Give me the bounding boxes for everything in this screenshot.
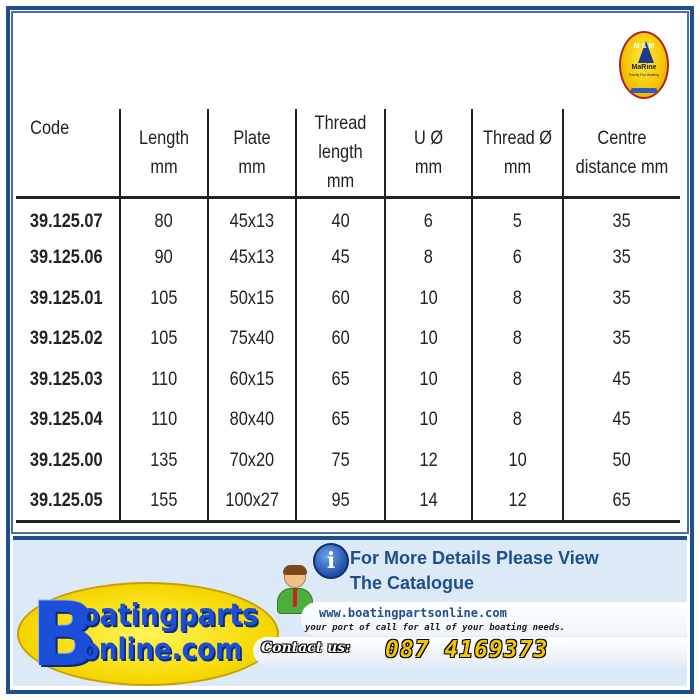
info-icon[interactable]: i [313, 543, 349, 579]
cell-u-diameter: 10 [385, 360, 472, 401]
contact-label: Contact us: [261, 640, 351, 656]
table-row [16, 481, 680, 522]
cell-length: 135 [120, 441, 208, 482]
logo-top-text: M & M [633, 43, 655, 50]
catalogue-headline[interactable] [350, 546, 670, 596]
table-row [16, 279, 680, 320]
cell-length: 90 [120, 238, 208, 279]
cell-thread-diameter: 5 [472, 198, 563, 239]
table-row [16, 238, 680, 279]
column-header-line: distance mm [575, 156, 669, 178]
table-row [16, 198, 680, 239]
brand-logo-line-1: oatingparts [81, 598, 259, 633]
cell-thread-length: 75 [296, 441, 385, 482]
cell-thread-diameter: 8 [472, 360, 563, 401]
headline-line-1: For More Details Please View [350, 548, 599, 568]
column-header-line: Code [30, 118, 70, 139]
mm-marine-logo [619, 31, 669, 99]
cell-centre-distance: 45 [563, 400, 680, 441]
cell-plate: 45x13 [208, 238, 296, 279]
cell-code: 39.125.03 [29, 368, 103, 390]
column-header-plate [214, 109, 290, 198]
table-row [16, 441, 680, 482]
cell-centre-distance: 35 [563, 198, 680, 239]
column-header-centre-distance [571, 109, 672, 198]
column-header-line: Centre [597, 127, 647, 149]
cell-thread-length: 60 [296, 319, 385, 360]
cell-thread-length: 95 [296, 481, 385, 522]
cell-centre-distance: 45 [563, 360, 680, 401]
cell-code: 39.125.05 [16, 481, 120, 522]
cell-centre-distance: 50 [563, 441, 680, 482]
cell-length: 110 [120, 360, 208, 401]
cell-length: 105 [120, 319, 208, 360]
table-row [16, 360, 680, 401]
brand-logo-letter: B [31, 583, 99, 686]
cell-code: 39.125.02 [29, 328, 103, 350]
column-header-line: Length [139, 127, 189, 149]
cell-u-diameter: 10 [385, 400, 472, 441]
cell-plate: 75x40 [208, 319, 296, 360]
cell-u-diameter: 14 [385, 481, 472, 522]
column-header-line: Thread Ø [482, 127, 553, 149]
cell-thread-diameter: 8 [472, 400, 563, 441]
column-header-line: mm [503, 156, 532, 178]
column-header-u-diameter [391, 109, 466, 198]
cell-plate: 100x27 [208, 481, 296, 522]
cell-centre-distance: 35 [563, 279, 680, 320]
column-header-length [126, 109, 202, 198]
cell-plate: 45x13 [208, 198, 296, 239]
website-link[interactable]: www.boatingpartsonline.com [319, 606, 507, 620]
cell-plate: 80x40 [208, 400, 296, 441]
column-header-line: mm [414, 156, 443, 178]
cell-length: 155 [120, 481, 208, 522]
table-row [16, 400, 680, 441]
cell-thread-diameter: 6 [472, 238, 563, 279]
cell-thread-length: 40 [296, 198, 385, 239]
cell-thread-length: 60 [296, 279, 385, 320]
cell-plate: 70x20 [208, 441, 296, 482]
cell-code: 39.125.00 [29, 449, 103, 471]
table-header-row [16, 109, 680, 198]
cell-thread-diameter: 12 [472, 481, 563, 522]
column-header-line: mm [150, 156, 178, 178]
cell-length: 80 [120, 198, 208, 239]
table-body [16, 198, 680, 522]
cell-u-diameter: 8 [385, 238, 472, 279]
column-header-thread-diameter [478, 109, 556, 198]
logo-brand-text: MaRine [631, 64, 657, 71]
footer-banner [13, 536, 687, 686]
cell-code: 39.125.07 [29, 210, 103, 232]
cell-length: 105 [120, 279, 208, 320]
phone-number[interactable]: 087 4169373 [385, 637, 549, 663]
column-header-code [23, 109, 112, 198]
cell-u-diameter: 10 [385, 319, 472, 360]
column-header-line: U Ø [413, 127, 444, 149]
table-row [16, 319, 680, 360]
cell-thread-length: 65 [296, 360, 385, 401]
cell-plate: 60x15 [208, 360, 296, 401]
column-header-line: length mm [318, 142, 363, 192]
column-header-thread-length [302, 109, 379, 198]
cell-centre-distance: 65 [563, 481, 680, 522]
logo-band [631, 88, 657, 93]
cell-thread-diameter: 10 [472, 441, 563, 482]
cell-thread-length: 45 [296, 238, 385, 279]
cell-u-diameter: 12 [385, 441, 472, 482]
specification-table [16, 109, 680, 523]
column-header-line: mm [238, 156, 266, 178]
cell-plate: 50x15 [208, 279, 296, 320]
headline-line-2: The Catalogue [350, 573, 475, 593]
column-header-line: Plate [233, 127, 271, 149]
column-header-line: Thread [314, 113, 367, 134]
cell-thread-diameter: 8 [472, 279, 563, 320]
cell-code: 39.125.01 [29, 287, 103, 309]
cell-u-diameter: 6 [385, 198, 472, 239]
cell-length: 110 [120, 400, 208, 441]
cell-u-diameter: 10 [385, 279, 472, 320]
cell-code: 39.125.06 [29, 247, 103, 269]
cell-thread-diameter: 8 [472, 319, 563, 360]
cell-code: 39.125.04 [29, 409, 103, 431]
cell-thread-length: 65 [296, 400, 385, 441]
brand-logo-line-2: online.com [81, 632, 243, 666]
slogan: your port of call for all of your boating needs. [305, 623, 566, 633]
cell-centre-distance: 35 [563, 319, 680, 360]
logo-tagline: Family Fun Boating [628, 73, 660, 77]
cell-centre-distance: 35 [563, 238, 680, 279]
